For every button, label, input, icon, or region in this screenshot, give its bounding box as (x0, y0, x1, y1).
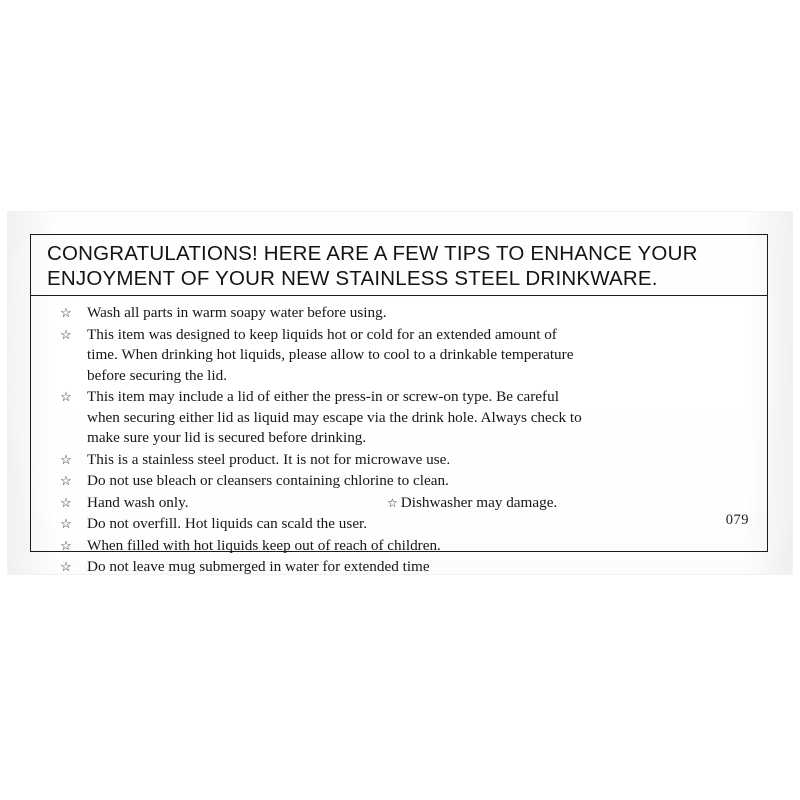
list-item-line: This item may include a lid of either the press-in or screw-on type. Be careful (87, 388, 559, 405)
list-item-line: Dishwasher may damage. (400, 493, 558, 511)
list-item-text (87, 536, 753, 557)
list-item-line: Wash all parts in warm soapy water before using. (87, 304, 387, 321)
list-item-line: When filled with hot liquids keep out of reach of children. (87, 536, 441, 554)
list-item-text (87, 325, 753, 387)
star-icon: ☆ (60, 305, 72, 320)
list-item-line: Do not overfill. Hot liquids can scald the user. (87, 515, 368, 532)
printed-border-box (30, 234, 768, 575)
star-icon: ☆ (60, 494, 72, 510)
headline-line-2: ENJOYMENT OF YOUR NEW STAINLESS STEEL DRINKWARE. (47, 267, 658, 290)
list-item-text (87, 471, 753, 492)
list-item-line: Hand wash only. (87, 493, 189, 511)
list-item-second-column (387, 493, 753, 514)
label-code: 079 (725, 512, 749, 528)
list-item (45, 536, 753, 557)
instruction-label-card (8, 212, 792, 574)
list-item-text (87, 450, 753, 471)
tips-list (31, 297, 767, 579)
list-item (45, 303, 753, 324)
star-icon: ☆ (60, 473, 72, 488)
headline-divider (31, 295, 767, 296)
list-item (45, 514, 753, 535)
star-icon: ☆ (60, 326, 72, 342)
list-item-text (87, 303, 753, 324)
list-item-line: when securing either lid as liquid may escape via the drink hole. Always check to (87, 408, 582, 426)
star-icon: ☆ (60, 451, 72, 467)
star-icon: ☆ (387, 495, 398, 510)
list-item (45, 325, 753, 387)
list-item-text (87, 387, 753, 449)
list-item (45, 387, 753, 449)
star-icon: ☆ (60, 389, 72, 404)
list-item-line: make sure your lid is secured before drinking. (87, 429, 367, 446)
star-icon: ☆ (60, 537, 72, 553)
star-icon: ☆ (60, 559, 72, 574)
star-icon: ☆ (60, 516, 72, 531)
list-item-line: before securing the lid. (87, 366, 228, 384)
list-item (45, 471, 753, 492)
headline (47, 241, 755, 291)
list-item (45, 493, 753, 514)
headline-line-1: CONGRATULATIONS! HERE ARE A FEW TIPS TO ENHANCE YOUR (47, 242, 698, 265)
list-item (45, 450, 753, 471)
list-item-line: time. When drinking hot liquids, please allow to cool to a drinkable temperature (87, 346, 574, 363)
list-item-line: This item was designed to keep liquids hot or cold for an extended amount of (87, 325, 557, 343)
list-item-line: This is a stainless steel product. It is not for microwave use. (87, 450, 451, 468)
list-item (45, 557, 753, 578)
list-item-text (87, 493, 753, 514)
list-item-line: Do not leave mug submerged in water for extended time (87, 558, 430, 575)
list-item-text (87, 514, 753, 535)
list-item-line: Do not use bleach or cleansers containing chlorine to clean. (87, 472, 449, 489)
list-item-text (87, 557, 753, 578)
